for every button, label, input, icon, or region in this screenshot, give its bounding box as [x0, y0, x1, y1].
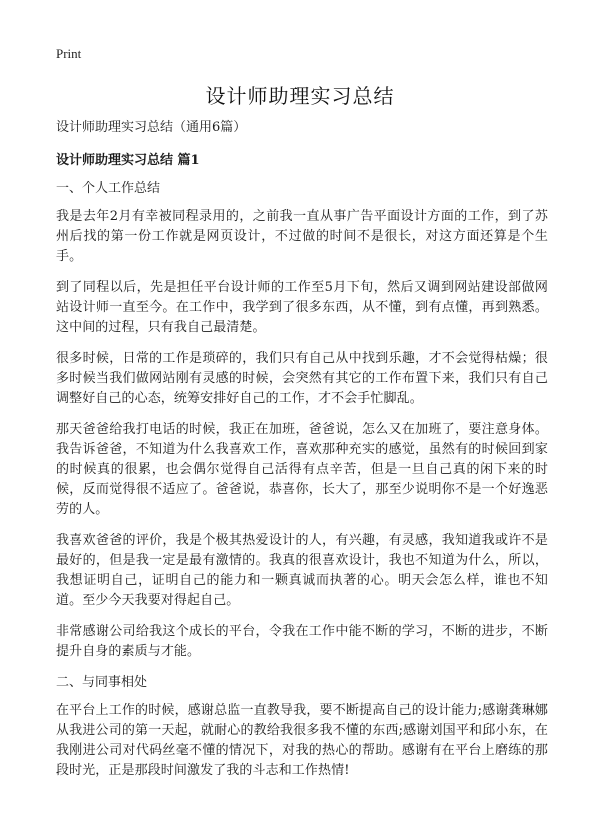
heading-colleagues: 二、与同事相处 [56, 675, 148, 690]
document-subtitle: 设计师助理实习总结（通用6篇） [56, 120, 247, 135]
section-title: 设计师助理实习总结 篇1 [56, 153, 200, 168]
paragraph: 在平台上工作的时候，感谢总监一直教导我，要不断提高自己的设计能力;感谢龚琳娜从我进公司的第一天起，就耐心的教给我很多我不懂的东西;感谢刘国平和邱小东，在我刚进公司对代码丝毫不懂的情况下，对我的热心的帮助。感谢有在平台上磨练的那段时光，正是那段时间激发了我的斗志和工作热情! [56, 703, 548, 778]
heading-personal-summary: 一、个人工作总结 [56, 181, 161, 196]
paragraph: 我是去年2月有幸被同程录用的，之前我一直从事广告平面设计方面的工作，到了苏州后找的第一份工作就是网页设计，不过做的时间不是很长，对这方面还算是个生手。 [56, 209, 548, 264]
paragraph: 非常感谢公司给我这个成长的平台，令我在工作中能不断的学习，不断的进步，不断提升自身的素质与才能。 [56, 624, 548, 659]
document-body [56, 118, 548, 792]
paragraph: 那天爸爸给我打电话的时候，我正在加班，爸爸说，怎么又在加班了，要注意身体。我告诉爸爸，不知道为什么我喜欢工作，喜欢那种充实的感觉，虽然有的时候回到家的时候真的很累，也会偶尔觉得自己活得有点辛苦，但是一旦自己真的闲下来的时候，反而觉得很不适应了。爸爸说，恭喜你，长大了，那至少说明你不是一个好逸恶劳的人。 [56, 422, 548, 517]
print-link[interactable]: Print [56, 46, 82, 61]
paragraph: 很多时候，日常的工作是琐碎的，我们只有自己从中找到乐趣，才不会觉得枯燥；很多时候当我们做网站刚有灵感的时候，会突然有其它的工作布置下来，我们只有自己调整好自己的心态，统筹安排好自己的工作，才不会手忙脚乱。 [56, 351, 548, 406]
paragraph: 到了同程以后，先是担任平台设计师的工作至5月下旬，然后又调到网站建设部做网站设计师一直至今。在工作中，我学到了很多东西，从不懂，到有点懂，再到熟悉。这中间的过程，只有我自己最清楚。 [56, 280, 548, 335]
page-title: 设计师助理实习总结 [205, 84, 395, 108]
paragraph: 我喜欢爸爸的评价，我是个极其热爱设计的人，有兴趣，有灵感，我知道我或许不是最好的，但是我一定是最有激情的。我真的很喜欢设计，我也不知道为什么，所以，我想证明自己，证明自己的能力和一颗真诚而执著的心。明天会怎么样，谁也不知道。至少今天我要对得起自己。 [56, 533, 548, 608]
